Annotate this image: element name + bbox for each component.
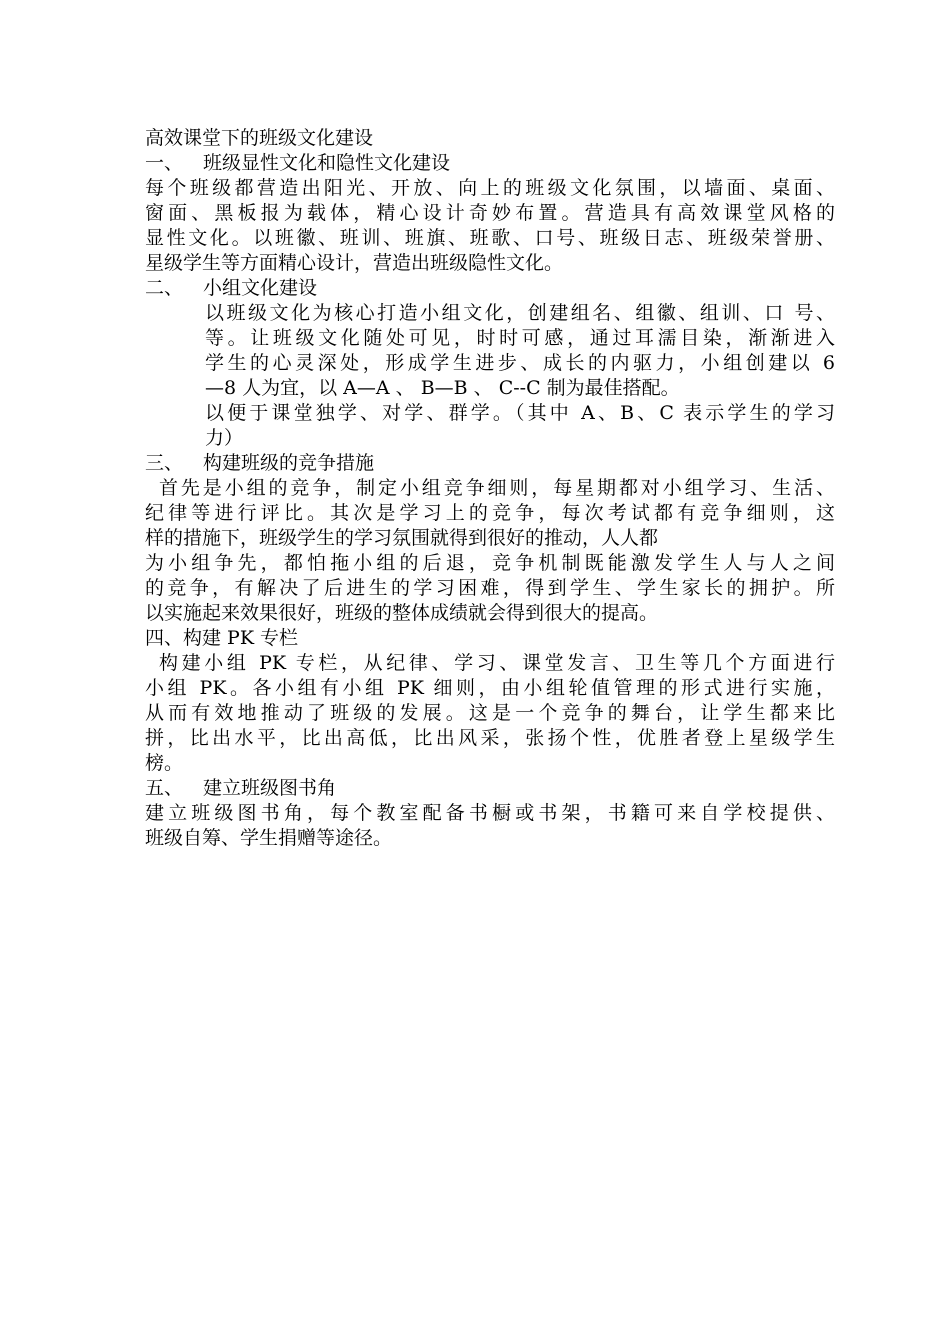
section-5-line: 班级自筹、学生捐赠等途径。 [145,827,393,849]
section-4-heading: 四、构建 PK 专栏 [145,627,299,649]
section-1-heading [145,151,835,176]
section-3-line: 纪律等进行评比。其次是学习上的竞争，每次考试都有竞争细则，这 [145,502,835,524]
section-3-line: 为小组争先，都怕拖小组的后退，竞争机制既能激发学生人与人之间 [145,552,835,574]
document-body [145,126,835,851]
section-2-title: 小组文化建设 [203,277,318,299]
section-3-line: 样的措施下，班级学生的学习氛围就得到很好的推动，人人都 [145,527,659,549]
section-1-title: 班级显性文化和隐性文化建设 [203,152,451,174]
section-5-title: 建立班级图书角 [203,777,337,799]
section-2-line: 学生的心灵深处，形成学生进步、成长的内驱力，小组创建以 6 [205,352,835,374]
section-2-body [145,301,835,451]
section-2-line: 力） [205,427,244,449]
section-1-number: 一、 [145,152,184,174]
section-5-heading [145,776,835,801]
section-1-line: 星级学生等方面精心设计，营造出班级隐性文化。 [145,252,564,274]
section-1-line: 显性文化。以班徽、班训、班旗、班歌、口号、班级日志、班级荣誉册、 [145,227,835,249]
section-4-line: 从而有效地推动了班级的发展。这是一个竞争的舞台，让学生都来比 [145,702,835,724]
section-4-line: 构建小组 PK 专栏，从纪律、学习、课堂发言、卫生等几个方面进行 [159,652,835,674]
section-3-heading [145,451,835,476]
section-4-line: 拼，比出水平，比出高低，比出风采，张扬个性，优胜者登上星级学生 [145,727,835,749]
section-3-number: 三、 [145,452,184,474]
section-3-line: 以实施起来效果很好，班级的整体成绩就会得到很大的提高。 [145,602,659,624]
section-1-line: 每个班级都营造出阳光、开放、向上的班级文化氛围，以墙面、桌面、 [145,177,835,199]
section-4-line: 小组 PK。各小组有小组 PK 细则，由小组轮值管理的形式进行实施， [145,677,835,699]
section-2-line: 以便于课堂独学、对学、群学。（其中 A、B、C 表示学生的学习 [205,402,835,424]
section-1-line: 窗面、黑板报为载体，精心设计奇妙布置。营造具有高效课堂风格的 [145,202,835,224]
section-4-line: 榜。 [145,752,184,774]
section-3-title: 构建班级的竞争措施 [203,452,375,474]
document-title: 高效课堂下的班级文化建设 [145,127,374,149]
section-2-line: 等。让班级文化随处可见，时时可感，通过耳濡目染，渐渐进入 [205,327,835,349]
section-2-heading [145,276,835,301]
section-5-number: 五、 [145,777,184,799]
section-3-line: 的竞争，有解决了后进生的学习困难，得到学生、学生家长的拥护。所 [145,577,835,599]
section-5-line: 建立班级图书角，每个教室配备书橱或书架，书籍可来自学校提供、 [145,802,835,824]
section-2-line: 以班级文化为核心打造小组文化，创建组名、组徽、组训、口 号、 [205,302,835,324]
section-3-line: 首先是小组的竞争，制定小组竞争细则，每星期都对小组学习、生活、 [159,477,835,499]
section-2-line: —8 人为宜，以 A—A 、 B—B 、 C--C 制为最佳搭配。 [205,377,680,399]
section-2-number: 二、 [145,277,184,299]
